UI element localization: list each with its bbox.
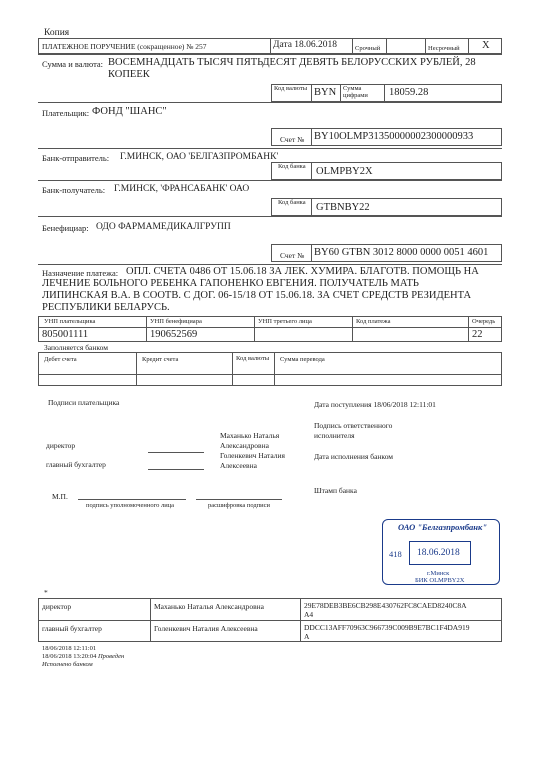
receiver-bank-label: Банк-получатель: <box>42 185 106 195</box>
responsible-signature-label: Подпись ответственного исполнителя <box>314 421 393 440</box>
purpose-line-3: ЛИПИНСКАЯ В.А. В СООТВ. С ДОГ. 06-15/18 ОТ 15.06.18. ЗА СЧЕТ СРЕДСТВ РЕЗИДЕНТА <box>42 290 472 301</box>
stamp-bank-name: ОАО "Белгазпромбанк" <box>398 522 488 532</box>
sender-bank-label: Банк-отправитель: <box>42 153 110 163</box>
purpose-label: Назначение платежа: <box>42 268 119 278</box>
receiver-bank-code: GTBNBY22 <box>316 202 370 213</box>
authorized-signature-label: подпись уполномоченного лица <box>86 502 175 509</box>
payer-account: BY10OLMP31350000002300000933 <box>314 131 474 142</box>
queue-label: Очередь <box>472 318 496 325</box>
currency-code-label: Код валюты <box>274 85 308 92</box>
amount-label: Сумма и валюта: <box>42 59 104 69</box>
purpose-line-1: ОПЛ. СЧЕТА 0486 ОТ 15.06.18 ЗА ЛЕК. ХУМИРА. БЛАГОТВ. ПОМОЩЬ НА <box>126 266 479 277</box>
payer-unp-label: УНП плательщика <box>44 318 96 325</box>
e-signature-hash: 29E78DEB3BE6CB298E430762FC8CAED8240C8A <box>304 601 467 610</box>
receiver-bank-code-label: Код банка <box>278 199 306 206</box>
amount-digits: 18059.28 <box>389 87 429 98</box>
third-party-unp-label: УНП третьего лица <box>258 318 312 325</box>
accountant-label: главный бухгалтер <box>46 460 106 469</box>
execution-date-label: Дата исполнения банком <box>314 452 394 461</box>
e-signature-name: Маханько Наталья Александровна <box>154 602 265 611</box>
payer-label: Плательщик: <box>42 108 90 118</box>
director-name: Маханько Наталья Александровна <box>220 431 280 450</box>
transfer-amount-label: Сумма перевода <box>280 356 325 363</box>
payer-name: ФОНД "ШАНС" <box>92 106 167 117</box>
credit-label: Кредит счета <box>142 356 179 363</box>
sender-bank-name: Г.МИНСК, ОАО 'БЕЛГАЗПРОМБАНК' <box>120 152 279 162</box>
director-label: директор <box>46 441 76 450</box>
footer-processed-status: Проведен <box>97 653 125 660</box>
signature-decode-label: расшифровка подписи <box>208 502 271 509</box>
amount-in-words: ВОСЕМНАДЦАТЬ ТЫСЯЧ ПЯТЬДЕСЯТ ДЕВЯТЬ БЕЛОРУССКИХ РУБЛЕЙ, 28 КОПЕЕК <box>108 57 476 80</box>
beneficiary-account: BY60 GTBN 3012 8000 0000 0051 4601 <box>314 247 489 258</box>
payment-order-title: ПЛАТЕЖНОЕ ПОРУЧЕНИЕ (сокращенное) № 257 <box>42 42 207 51</box>
e-signature-hash: DDCC13AFF70963C966739C009B9E7BC1F4DA919 <box>304 623 470 632</box>
purpose-line-2: ЛЕЧЕНИЕ БОЛЬНОГО РЕБЕНКА ГАПОНЕНКО ЕВГЕНИЯ. ПОЛУЧАТЕЛЬ МАТЬ <box>42 278 419 289</box>
beneficiary-name: ОДО ФАРМАМЕДИКАЛГРУПП <box>96 222 231 232</box>
sender-bank-code: OLMPBY2X <box>316 166 373 177</box>
non-urgent-label: Несрочный <box>428 45 460 52</box>
non-urgent-mark: X <box>482 40 490 51</box>
footer-processed-time: 18/06/2018 13:20:04 <box>42 653 97 660</box>
amount-digits-label: Сумма цифрами <box>343 85 368 99</box>
footer-executed: Исполнено банком <box>42 661 93 668</box>
copy-label: Копия <box>44 28 70 38</box>
stamp-number: 418 <box>389 549 402 559</box>
purpose-line-4: РЕСПУБЛИКИ БЕЛАРУСЬ. <box>42 302 170 313</box>
mp-label: М.П. <box>52 492 68 501</box>
stamp-city: г.Минск <box>427 570 450 577</box>
e-signature-role: директор <box>42 602 72 611</box>
accountant-name: Голенкевич Наталия Алексеевна <box>220 451 285 470</box>
footer-processed <box>42 653 124 660</box>
asterisk-mark: * <box>44 588 48 597</box>
e-signature-name: Голенкевич Наталия Алексеевна <box>154 624 258 633</box>
bank-currency-code-label: Код валюты <box>236 355 270 362</box>
queue-value: 22 <box>472 329 483 340</box>
payer-account-label: Счет № <box>280 135 305 144</box>
e-signature-role: главный бухгалтер <box>42 624 102 633</box>
receiver-bank-name: Г.МИНСК, 'ФРАНСАБАНК' ОАО <box>114 184 250 194</box>
payment-code-label: Код платежа <box>356 318 391 325</box>
stamp-date: 18.06.2018 <box>417 548 460 558</box>
received-date-label: Дата поступления 18/06/2018 12:11:01 <box>314 400 436 409</box>
beneficiary-unp: 190652569 <box>150 329 198 340</box>
beneficiary-account-label: Счет № <box>280 251 305 260</box>
beneficiary-label: Бенефициар: <box>42 223 89 233</box>
footer-timestamp: 18/06/2018 12:11:01 <box>42 645 97 652</box>
e-signature-hash-tail: A <box>304 632 310 641</box>
bank-stamp-label: Штамп банка <box>314 486 357 495</box>
urgent-label: Срочный <box>355 45 381 52</box>
payer-unp: 805001111 <box>42 329 89 340</box>
sender-bank-code-label: Код банка <box>278 163 306 170</box>
beneficiary-unp-label: УНП бенефициара <box>150 318 202 325</box>
debit-label: Дебет счета <box>44 356 77 363</box>
stamp-bik: БИК OLMPBY2X <box>415 577 465 584</box>
e-signature-hash-tail: A4 <box>304 610 314 619</box>
order-date: Дата 18.06.2018 <box>273 40 338 50</box>
currency-code: BYN <box>314 87 337 98</box>
payer-signatures-label: Подписи плательщика <box>48 398 120 407</box>
bank-fill-title: Заполняется банком <box>44 343 108 352</box>
